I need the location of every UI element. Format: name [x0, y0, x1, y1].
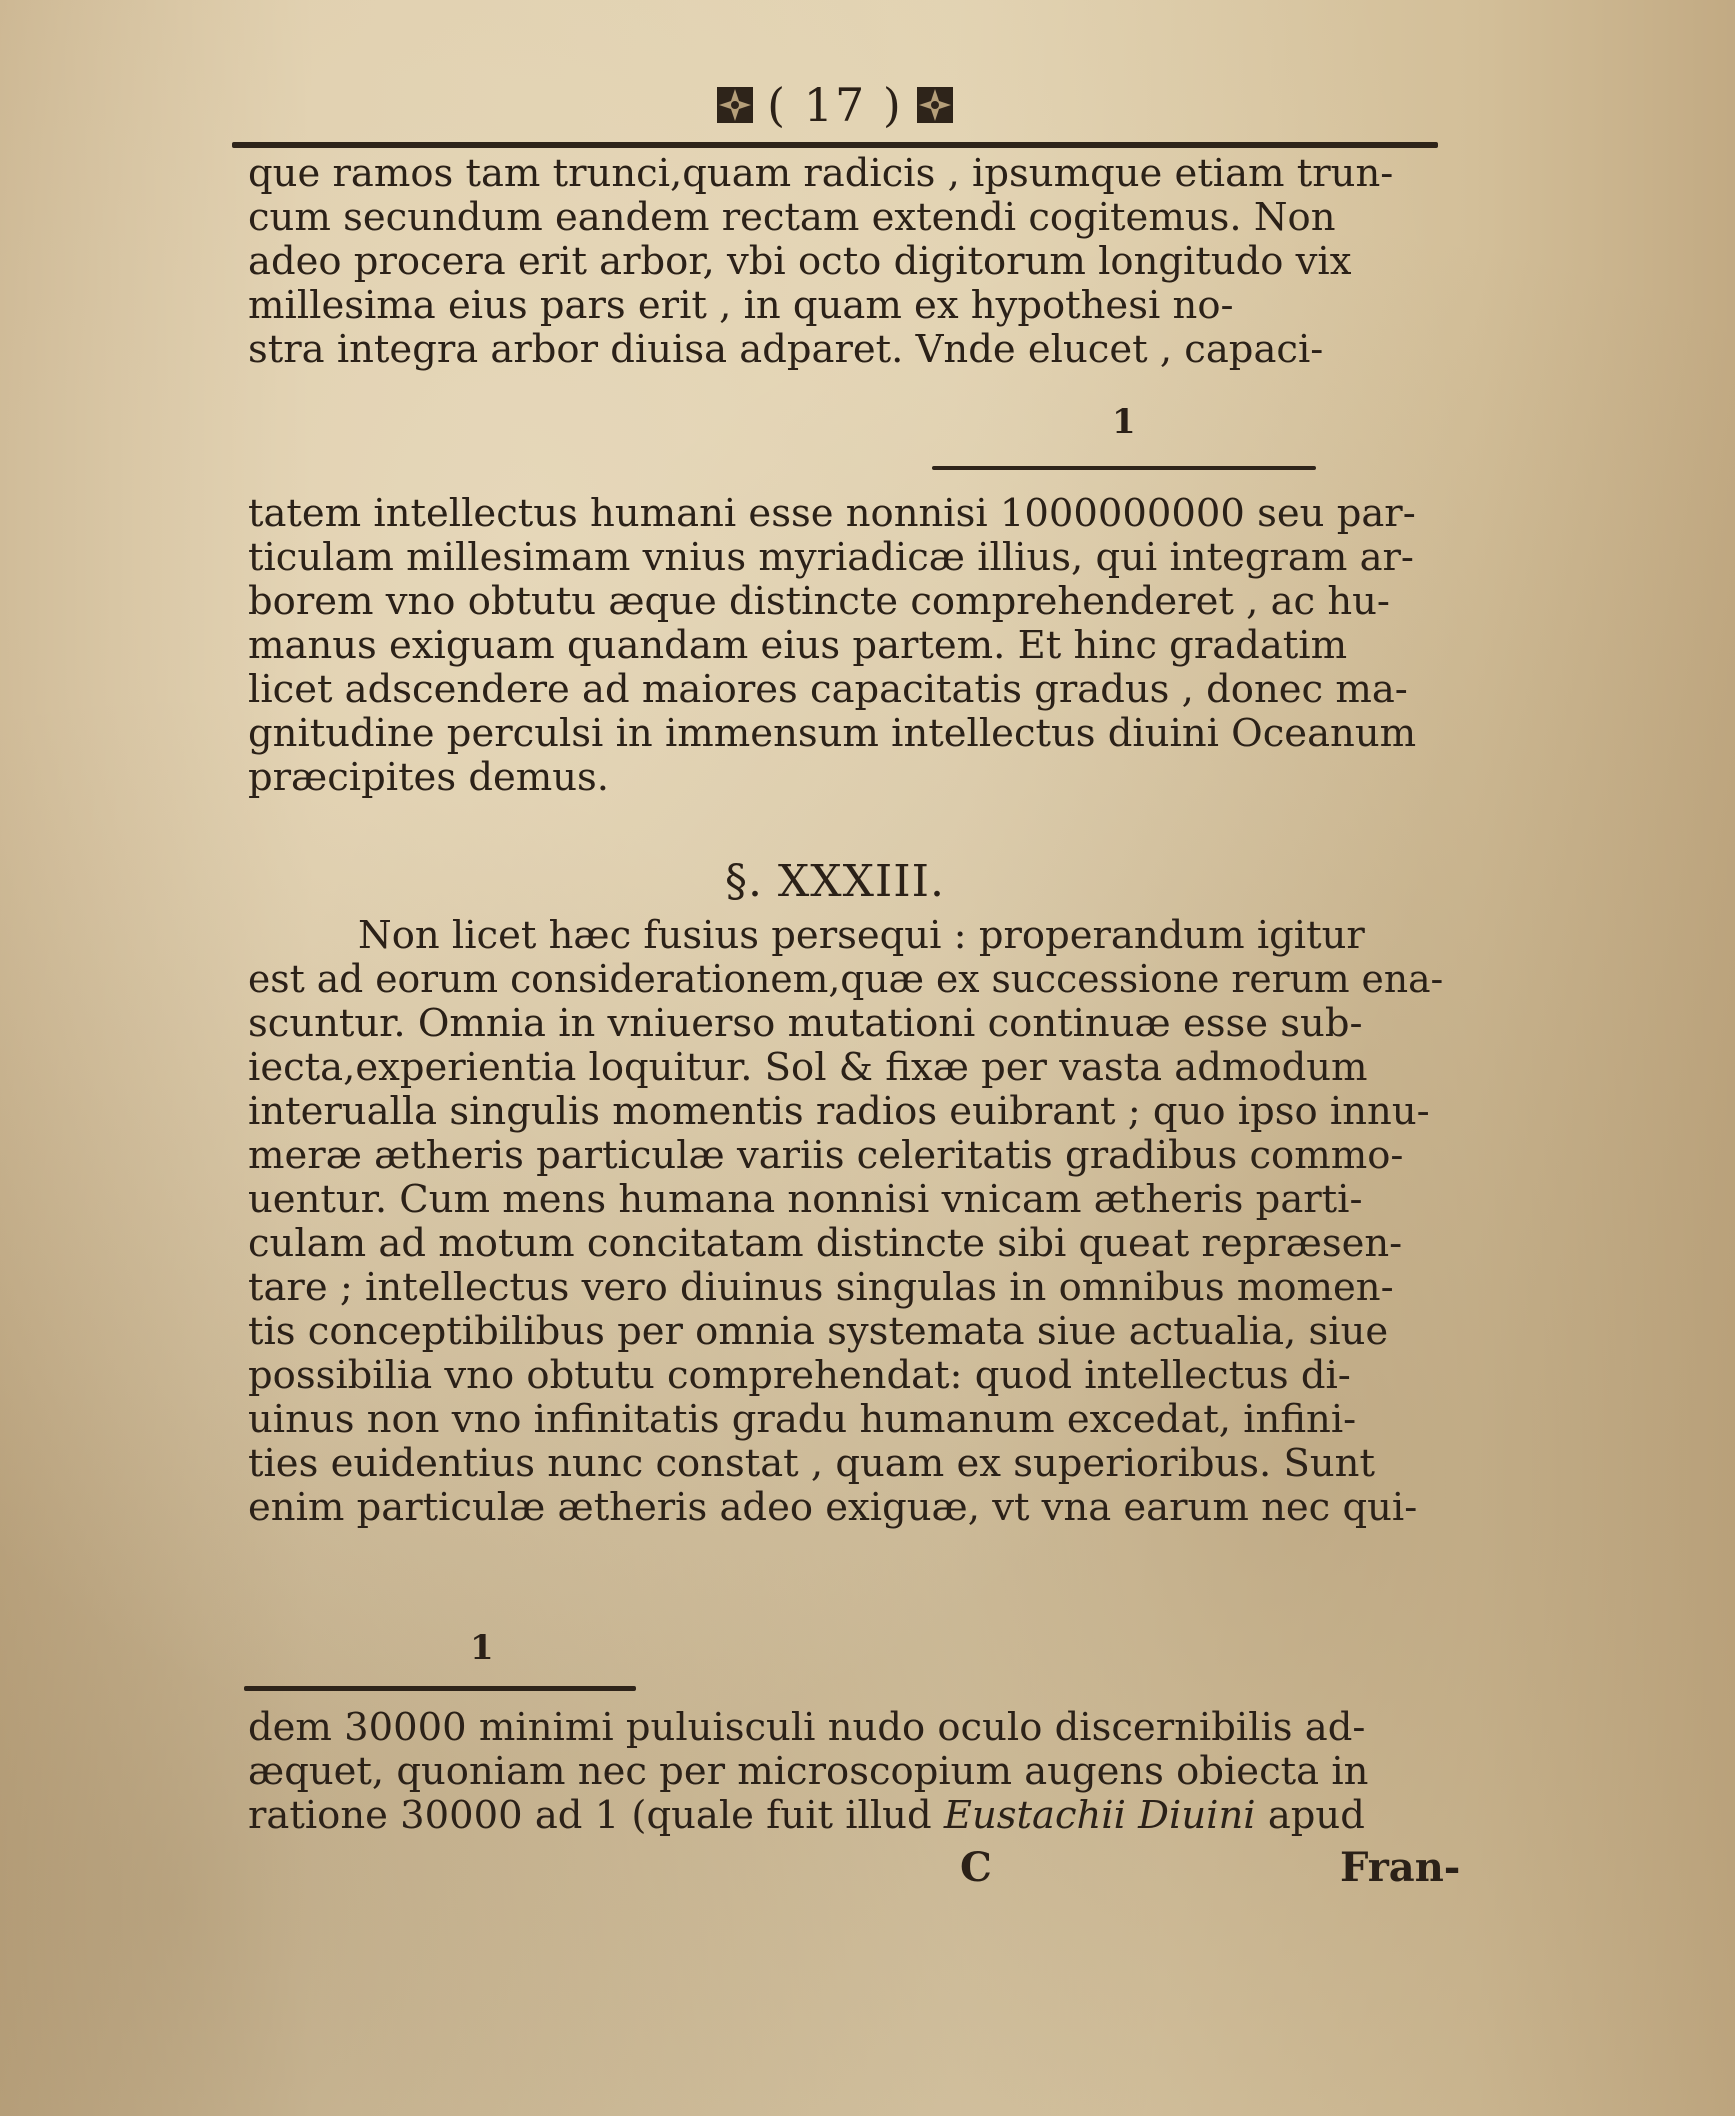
text-line: possibilia vno obtutu comprehendat: quod intellectus di- — [248, 1353, 1351, 1398]
text-line: Non licet hæc fusius persequi : properandum igitur — [358, 913, 1365, 958]
text-line: ticulam millesimam vnius myriadicæ illius, qui integram ar- — [248, 535, 1414, 580]
catchword: Fran- — [1340, 1844, 1461, 1891]
page-header — [230, 70, 1440, 140]
text-block-2 — [248, 492, 1443, 800]
ornament-left-icon — [713, 83, 757, 127]
text-line: tare ; intellectus vero diuinus singulas in omnibus momen- — [248, 1265, 1394, 1310]
text-block-4 — [248, 1706, 1443, 1838]
text-line: millesima eius pars erit , in quam ex hypothesi no- — [248, 283, 1234, 328]
section-rule-1 — [932, 466, 1316, 470]
text-block-1 — [248, 152, 1443, 372]
text-fragment: ratione 30000 ad 1 (quale fuit illud — [248, 1793, 944, 1838]
text-line: que ramos tam trunci,quam radicis , ipsumque etiam trun- — [248, 151, 1394, 196]
text-line: tatem intellectus humani esse nonnisi 1000000000 seu par- — [248, 491, 1416, 536]
text-line: dem 30000 minimi puluisculi nudo oculo discernibilis ad- — [248, 1705, 1366, 1750]
text-line: adeo procera erit arbor, vbi octo digitorum longitudo vix — [248, 239, 1352, 284]
text-line: uinus non vno infinitatis gradu humanum excedat, infini- — [248, 1397, 1357, 1442]
signature-number-1: 1 — [1112, 402, 1136, 442]
signature-number-2: 1 — [470, 1628, 494, 1668]
section-heading: §. XXXIII. — [724, 856, 946, 907]
text-line: cum secundum eandem rectam extendi cogitemus. Non — [248, 195, 1336, 240]
text-line: enim particulæ ætheris adeo exiguæ, vt vna earum nec qui- — [248, 1485, 1418, 1530]
section-rule-2 — [244, 1686, 636, 1691]
italic-name: Eustachii Diuini — [943, 1793, 1256, 1838]
text-line: manus exiguam quandam eius partem. Et hinc gradatim — [248, 623, 1348, 668]
text-block-3 — [248, 914, 1443, 1530]
text-line: iecta,experientia loquitur. Sol & fixæ per vasta admodum — [248, 1045, 1368, 1090]
text-line: licet adscendere ad maiores capacitatis gradus , donec ma- — [248, 667, 1408, 712]
text-line-last — [248, 1794, 1443, 1838]
signature-mark: C — [960, 1844, 992, 1891]
text-line: gnitudine perculsi in immensum intellectus diuini Oceanum — [248, 711, 1417, 756]
text-line: culam ad motum concitatam distincte sibi queat repræsen- — [248, 1221, 1403, 1266]
text-line: præcipites demus. — [248, 755, 610, 800]
text-line: ties euidentius nunc constat , quam ex superioribus. Sunt — [248, 1441, 1375, 1486]
text-line: stra integra arbor diuisa adparet. Vnde elucet , capaci- — [248, 327, 1324, 372]
text-fragment: apud — [1255, 1793, 1365, 1838]
text-line: meræ ætheris particulæ variis celeritatis gradibus commo- — [248, 1133, 1404, 1178]
text-line: uentur. Cum mens humana nonnisi vnicam ætheris parti- — [248, 1177, 1363, 1222]
text-line: scuntur. Omnia in vniuerso mutationi continuæ esse sub- — [248, 1001, 1363, 1046]
text-line: tis conceptibilibus per omnia systemata siue actualia, siue — [248, 1309, 1389, 1354]
text-line: æquet, quoniam nec per microscopium augens obiecta in — [248, 1749, 1369, 1794]
ornament-right-icon — [913, 83, 957, 127]
text-line: est ad eorum considerationem,quæ ex successione rerum ena- — [248, 957, 1444, 1002]
text-line: interualla singulis momentis radios euibrant ; quo ipso innu- — [248, 1089, 1430, 1134]
text-line: borem vno obtutu æque distincte comprehenderet , ac hu- — [248, 579, 1390, 624]
page-number: ( 17 ) — [767, 78, 903, 132]
header-rule — [232, 142, 1438, 148]
